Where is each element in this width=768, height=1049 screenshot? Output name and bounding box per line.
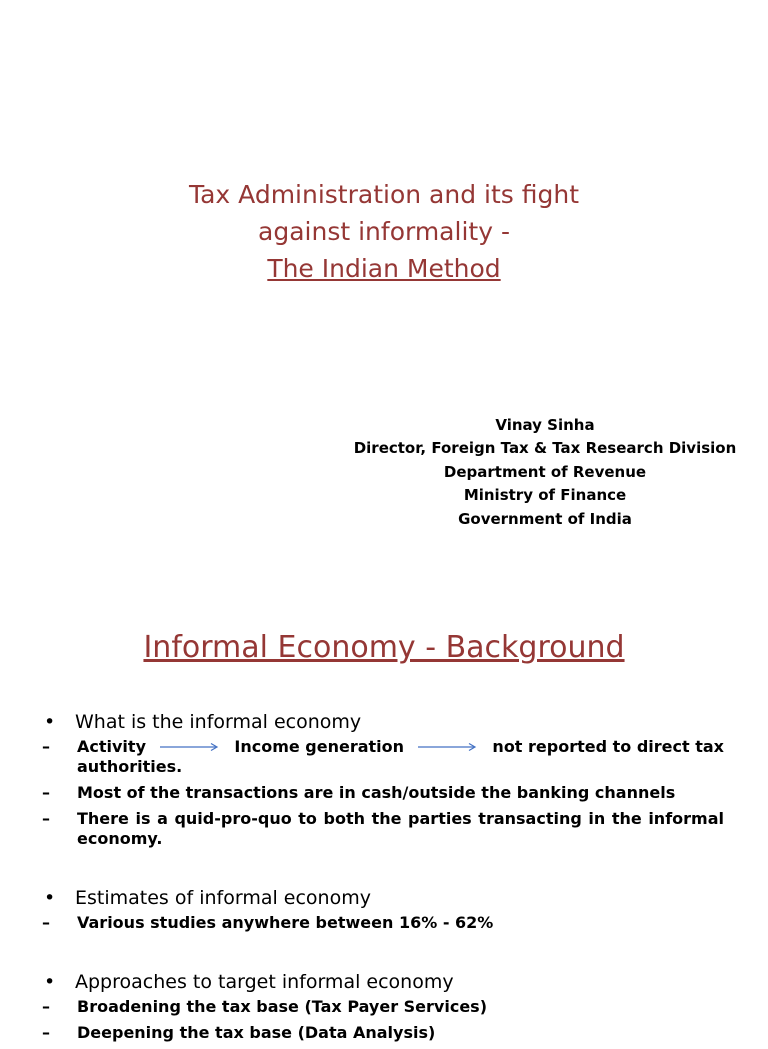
bullet-text: What is the informal economy [75,711,362,733]
sub-dash: – [42,737,50,756]
sub-item [44,809,724,849]
sub-text: Various studies anywhere between 16% - 62% [77,913,494,932]
sub-dash: – [42,809,50,828]
sub-list [44,913,724,933]
flow-activity: Activity [77,737,146,756]
sub-text: Broadening the tax base (Tax Payer Services) [77,997,488,1016]
flow-continuation: authorities. [77,757,183,776]
flow-not-reported: not reported to direct tax [492,737,724,756]
title-line-1: Tax Administration and its fight [188,180,580,209]
author-department: Department of Revenue [443,462,647,481]
sub-item [44,997,724,1017]
bullet-text: Estimates of informal economy [75,887,371,909]
bullet-dot: • [44,971,56,993]
author-name: Vinay Sinha [495,416,595,434]
bullet-dot: • [44,887,56,909]
bullet-list [44,707,724,1049]
sub-dash: – [42,997,50,1016]
slide-title: Informal Economy - Background [143,630,625,665]
right-arrow-icon [160,742,220,752]
sub-item [44,913,724,933]
sub-dash: – [42,913,50,932]
author-info [346,414,744,531]
author-government: Government of India [458,509,632,528]
sub-dash: – [42,783,50,802]
sub-text: There is a quid-pro-quo to both the parties transacting in the informal economy. [77,809,724,848]
author-position: Director, Foreign Tax & Tax Research Division [353,439,737,458]
right-arrow-icon [418,742,478,752]
sub-list [44,737,724,849]
sub-item [44,1023,724,1043]
bullet-dot: • [44,711,56,733]
title-line-3: The Indian Method [267,254,501,283]
bullet-item [44,707,724,737]
bullet-item [44,967,724,997]
sub-dash: – [42,1023,50,1042]
author-ministry: Ministry of Finance [463,486,627,505]
sub-item [44,737,724,777]
sub-text: Deepening the tax base (Data Analysis) [77,1023,436,1042]
bullet-text: Approaches to target informal economy [75,971,454,993]
background-slide [0,576,768,1042]
sub-text: Most of the transactions are in cash/outside the banking channels [77,783,676,802]
bullet-item [44,883,724,913]
sub-list [44,997,724,1043]
title-line-2: against informality - [258,217,510,246]
presentation-title [0,176,768,287]
flow-line [77,737,724,757]
flow-income: Income generation [234,737,405,756]
sub-item [44,783,724,803]
